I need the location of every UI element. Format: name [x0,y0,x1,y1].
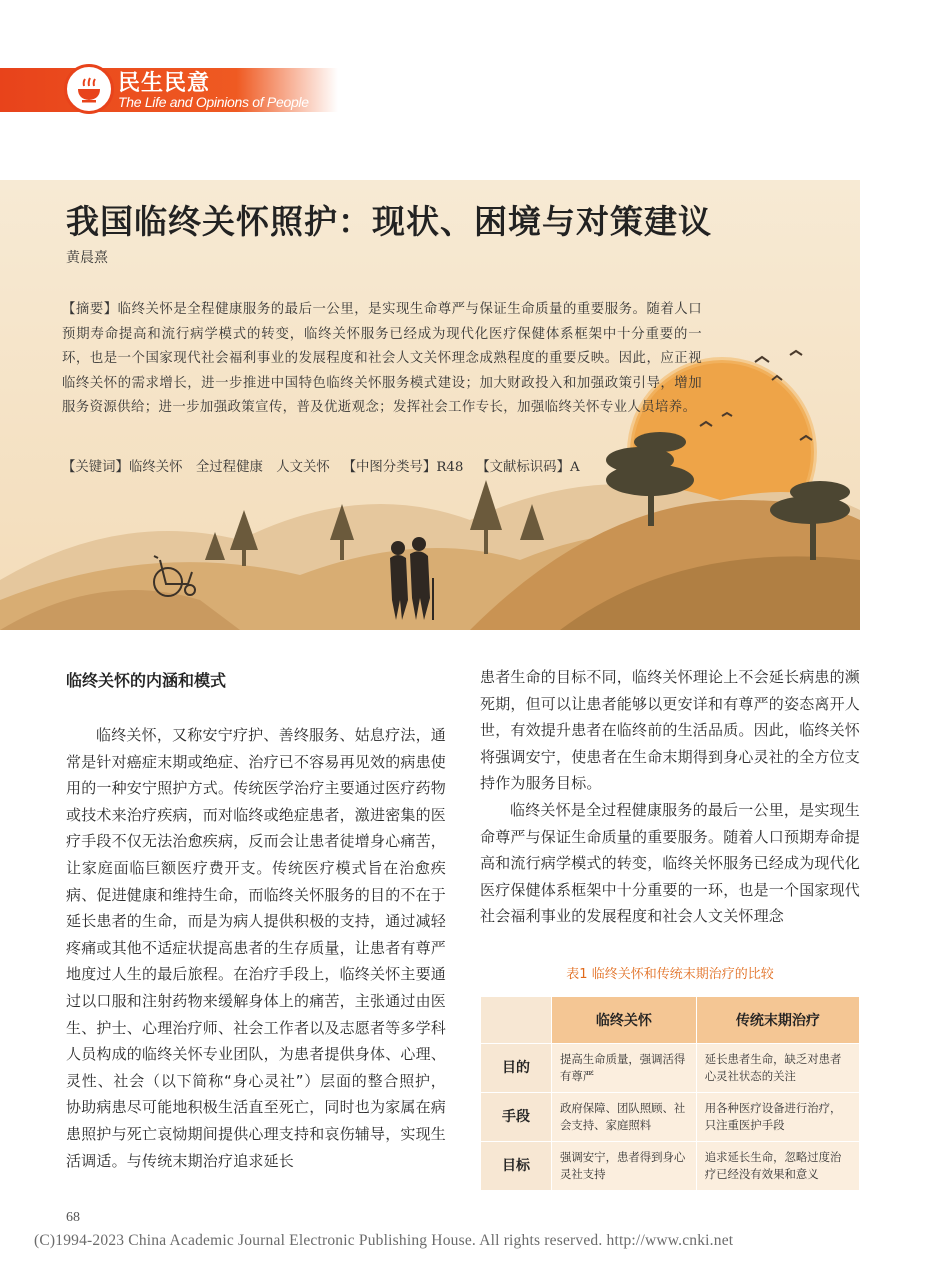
table-cell-traditional: 用各种医疗设备进行治疗，只注重医护手段 [696,1093,859,1142]
clc-tag: 【中图分类号】 [342,460,437,475]
bowl-icon [73,73,105,105]
section-heading: 临终关怀的内涵和模式 [66,671,227,690]
table-corner-cell [481,997,552,1044]
table-row-label: 目标 [481,1142,552,1191]
table-cell-hospice: 强调安宁，患者得到身心灵社支持 [552,1142,697,1191]
keywords-tag: 【关键词】 [62,460,129,475]
body-column-right [480,664,860,930]
article-abstract [62,298,702,421]
copyright-line: (C)1994-2023 China Academic Journal Electronic Publishing House. All rights reserved. http://www.cnki.net [34,1232,734,1249]
article-title: 我国临终关怀照护：现状、困境与对策建议 [66,202,712,241]
doc-code-tag: 【文献标识码】 [476,460,570,475]
page-number: 68 [66,1210,80,1225]
table-row [481,1093,860,1142]
column-name-cn: 民生民意 [118,71,211,96]
abstract-text: 临终关怀是全程健康服务的最后一公里，是实现生命尊严与保证生命质量的重要服务。随着人口预期寿命提高和流行病学模式的转变，临终关怀服务已经成为现代化医疗保健体系框架中十分重要的一环，也是一个国家现代社会福利事业的发展程度和社会人文关怀理念成熟程度的重要反映。因此，应正视临终关怀的需求增长，进一步推进中国特色临终关怀服务模式建设；加大财政投入和加强政策引导，增加服务资源供给；进一步加强政策宣传，普及优逝观念；发挥社会工作专长，加强临终关怀专业人员培养。 [62,302,702,415]
body-paragraph: 临终关怀，又称安宁疗护、善终服务、姑息疗法，通常是针对癌症末期或绝症、治疗已不容易再见效的病患使用的一种安宁照护方式。传统医学治疗主要通过医疗药物或技术来治疗疾病，而对临终或绝症患者，激进密集的医疗手段不仅无法治愈疾病，反而会让患者徒增身心痛苦，让家庭面临巨额医疗费开支。传统医疗模式旨在治愈疾病、促进健康和维持生命，而临终关怀服务的目的不在于延长患者的生命，而是为病人提供积极的支持，通过减轻疼痛或其他不适症状提高患者的生存质量，让患者有尊严地度过人生的最后旅程。在治疗手段上，临终关怀主要通过以口服和注射药物来缓解身体上的痛苦，主张通过由医生、护士、心理治疗师、社会工作者以及志愿者等多学科人员构成的临终关怀专业团队，为患者提供身体、心理、灵性、社会（以下简称“身心灵社”）层面的整合照护，协助病患尽可能地积极生活直至死亡，同时也为家属在病患照护与死亡哀恸期间提供心理支持和哀伤辅导，实现生活调适。与传统末期治疗追求延长 [66,726,447,1170]
keywords-line [62,456,722,475]
table-col-header-traditional: 传统末期治疗 [696,997,859,1044]
clc-value: R48 [436,460,464,475]
table-col-header-hospice: 临终关怀 [552,997,697,1044]
comparison-table [480,996,860,1191]
column-name-en: The Life and Opinions of People [118,94,309,110]
column-logo [64,64,114,114]
abstract-tag: 【摘要】 [62,302,118,317]
table-cell-traditional: 追求延长生命，忽略过度治疗已经没有效果和意义 [696,1142,859,1191]
keywords-text: 临终关怀 全过程健康 人文关怀 [128,460,330,475]
article-author: 黄晨熹 [66,250,108,266]
table-row [481,1044,860,1093]
table-row-label: 目的 [481,1044,552,1093]
body-paragraph: 临终关怀是全过程健康服务的最后一公里，是实现生命尊严与保证生命质量的重要服务。随着人口预期寿命提高和流行病学模式的转变，临终关怀服务已经成为现代化医疗保健体系框架中十分重要的一环，也是一个国家现代社会福利事业的发展程度和社会人文关怀理念 [480,800,861,926]
table-cell-hospice: 政府保障、团队照顾、社会支持、家庭照料 [552,1093,697,1142]
table-row [481,1142,860,1191]
table-header-row [481,997,860,1044]
body-column-left [66,722,446,1174]
table-caption: 表1 临终关怀和传统末期治疗的比较 [566,967,774,982]
doc-code-value: A [569,460,580,475]
table-cell-traditional: 延长患者生命，缺乏对患者心灵社状态的关注 [696,1044,859,1093]
table-row-label: 手段 [481,1093,552,1142]
table-cell-hospice: 提高生命质量，强调活得有尊严 [552,1044,697,1093]
body-paragraph-continued: 患者生命的目标不同，临终关怀理论上不会延长病患的濒死期，但可以让患者能够以更安详和有尊严的姿态离开人世，有效提升患者在临终前的生活品质。因此，临终关怀将强调安宁，使患者在生命末期得到身心灵社的全方位支持作为服务目标。 [480,668,861,793]
